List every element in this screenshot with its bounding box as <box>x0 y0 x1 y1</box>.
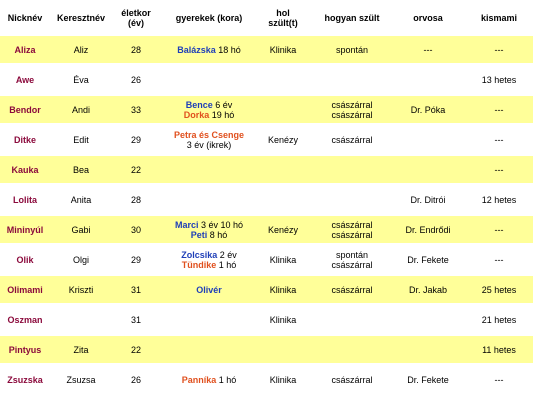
kid-entry <box>187 140 232 150</box>
table-row <box>0 126 533 153</box>
table-row <box>0 246 533 273</box>
kid-age: 1 hó <box>218 374 237 385</box>
birth-method: császárral <box>331 284 373 295</box>
cell-where <box>258 96 308 123</box>
table-row <box>0 366 533 393</box>
kid-age: 6 év <box>215 99 233 110</box>
birth-method: császárral <box>331 134 373 145</box>
cell-where: Klinika <box>269 44 297 55</box>
kid-name: Panníka <box>181 374 217 385</box>
cell-doctor: Dr. Ditrói <box>410 194 446 205</box>
table-row <box>0 156 533 183</box>
cell-first-name: Zita <box>73 344 89 355</box>
cell-where <box>258 186 308 213</box>
cell-nick: Kauka <box>11 164 39 175</box>
cell-where: Klinika <box>269 314 297 325</box>
cell-doctor: Dr. Fekete <box>407 374 449 385</box>
cell-kids <box>158 246 260 273</box>
header-age-line1: életkor <box>121 7 151 18</box>
table-row <box>0 336 533 363</box>
cell-how <box>312 66 392 93</box>
kid-name: Tündike <box>181 259 217 270</box>
cell-pregnant: 21 hetes <box>481 314 517 325</box>
cell-kids <box>158 216 260 243</box>
kid-entry <box>191 230 228 240</box>
cell-age: 31 <box>130 284 141 295</box>
cell-doctor <box>388 306 468 333</box>
kid-name: Bence <box>185 99 213 110</box>
table-header <box>0 0 533 35</box>
cell-where: Klinika <box>269 284 297 295</box>
cell-first-name: Kriszti <box>68 284 94 295</box>
kid-name: Dorka <box>183 109 210 120</box>
cell-pregnant: 25 hetes <box>481 284 517 295</box>
header-where-line1: hol <box>276 7 290 18</box>
cell-age: 31 <box>130 314 141 325</box>
kid-entry <box>181 250 237 260</box>
cell-where: Klinika <box>269 374 297 385</box>
cell-first-name: Andi <box>71 104 90 115</box>
kid-age: 18 hó <box>218 44 241 55</box>
kid-entry <box>174 130 244 140</box>
cell-age: 28 <box>130 44 141 55</box>
cell-nick: Oszman <box>7 314 43 325</box>
cell-how <box>312 366 392 393</box>
cell-age: 29 <box>130 134 141 145</box>
cell-first-name: Anita <box>70 194 92 205</box>
cell-where <box>258 156 308 183</box>
cell-kids <box>158 126 260 153</box>
cell-nick: Ditke <box>13 134 36 145</box>
header-doctor: orvosa <box>413 12 443 23</box>
kid-age: 3 év (ikrek) <box>186 139 232 150</box>
header-nick: Nicknév <box>7 12 43 23</box>
birth-method: császárral <box>331 374 373 385</box>
cell-nick: Mininyúl <box>6 224 44 235</box>
cell-how <box>312 216 392 243</box>
cell-how <box>312 186 392 213</box>
cell-first-name: Bea <box>72 164 89 175</box>
table-row <box>0 186 533 213</box>
kid-name: Olivér <box>196 284 222 295</box>
cell-doctor <box>388 126 468 153</box>
kid-entry <box>186 100 233 110</box>
header-where <box>258 0 308 35</box>
cell-kids <box>158 156 260 183</box>
cell-kids <box>158 66 260 93</box>
header-age-line2: (év) <box>127 17 144 28</box>
kid-age: 3 év 10 hó <box>200 219 244 230</box>
table-row <box>0 216 533 243</box>
cell-pregnant: 13 hetes <box>481 74 517 85</box>
table-row <box>0 66 533 93</box>
cell-how <box>312 306 392 333</box>
kid-entry <box>177 45 241 55</box>
kid-age: 2 év <box>219 249 237 260</box>
cell-pregnant: --- <box>494 374 504 385</box>
header-kids: gyerekek (kora) <box>175 12 243 23</box>
cell-kids <box>158 96 260 123</box>
birth-method: császárral <box>331 259 373 270</box>
birth-method: császárral <box>331 219 373 230</box>
cell-pregnant: --- <box>494 254 504 265</box>
cell-how <box>312 156 392 183</box>
cell-how <box>312 276 392 303</box>
cell-where: Kenézy <box>267 224 299 235</box>
kid-entry <box>182 260 237 270</box>
cell-doctor: --- <box>423 44 433 55</box>
cell-where: Klinika <box>269 254 297 265</box>
header-age <box>118 0 154 35</box>
table-row <box>0 36 533 63</box>
birth-method: spontán <box>335 249 369 260</box>
cell-age: 26 <box>130 74 141 85</box>
table-row <box>0 276 533 303</box>
kid-age: 19 hó <box>211 109 235 120</box>
table-row <box>0 96 533 123</box>
cell-doctor <box>388 156 468 183</box>
cell-pregnant: 12 hetes <box>481 194 517 205</box>
cell-pregnant: --- <box>494 104 504 115</box>
kid-name: Zolcsika <box>181 249 218 260</box>
cell-how <box>312 96 392 123</box>
cell-where: Kenézy <box>267 134 299 145</box>
cell-first-name: Edit <box>73 134 89 145</box>
cell-doctor: Dr. Jakab <box>408 284 448 295</box>
cell-first-name: Gabi <box>71 224 91 235</box>
cell-nick: Bendor <box>9 104 41 115</box>
cell-doctor <box>388 66 468 93</box>
cell-kids <box>158 306 260 333</box>
cell-where <box>258 66 308 93</box>
cell-pregnant: --- <box>494 164 504 175</box>
cell-first-name: Zsuzsa <box>66 374 96 385</box>
cell-pregnant: --- <box>494 224 504 235</box>
cell-age: 26 <box>130 374 141 385</box>
kid-entry <box>184 110 235 120</box>
birth-method: császárral <box>331 99 373 110</box>
cell-doctor: Dr. Endrődi <box>405 224 451 235</box>
header-pregnant: kismami <box>480 12 518 23</box>
kid-name: Balázska <box>177 44 216 55</box>
cell-kids <box>158 366 260 393</box>
cell-doctor <box>388 336 468 363</box>
cell-kids <box>158 186 260 213</box>
cell-age: 28 <box>130 194 141 205</box>
cell-age: 30 <box>130 224 141 235</box>
cell-doctor: Dr. Póka <box>410 104 446 115</box>
cell-kids <box>158 276 260 303</box>
cell-kids <box>158 336 260 363</box>
cell-where <box>258 336 308 363</box>
cell-first-name: Éva <box>73 74 89 85</box>
cell-nick: Olik <box>16 254 34 265</box>
cell-pregnant: 11 hetes <box>482 344 516 355</box>
cell-how <box>312 126 392 153</box>
kid-age: 1 hó <box>218 259 237 270</box>
kid-entry <box>182 375 237 385</box>
cell-first-name: Olgi <box>72 254 89 265</box>
kid-entry <box>196 285 222 295</box>
cell-nick: Zsuzska <box>7 374 43 385</box>
cell-age: 22 <box>130 344 141 355</box>
kid-name: Petra és Csenge <box>173 129 245 140</box>
header-where-line2: szült(t) <box>268 17 298 28</box>
header-first-name: Keresztnév <box>56 12 106 23</box>
cell-nick: Aliza <box>14 44 36 55</box>
cell-age: 33 <box>130 104 141 115</box>
birth-method: császárral <box>331 109 373 120</box>
cell-pregnant: --- <box>494 134 504 145</box>
birth-method: császárral <box>331 229 373 240</box>
cell-first-name <box>52 306 110 333</box>
cell-first-name: Aliz <box>73 44 89 55</box>
cell-doctor: Dr. Fekete <box>407 254 449 265</box>
cell-how <box>312 246 392 273</box>
cell-pregnant: --- <box>494 44 504 55</box>
kid-name: Marci <box>174 219 199 230</box>
cell-age: 29 <box>130 254 141 265</box>
kid-entry <box>175 220 243 230</box>
cell-nick: Awe <box>15 74 35 85</box>
cell-how <box>312 36 392 63</box>
table-row <box>0 306 533 333</box>
cell-nick: Olimami <box>7 284 43 295</box>
cell-kids <box>158 36 260 63</box>
cell-age: 22 <box>130 164 141 175</box>
cell-nick: Pintyus <box>8 344 42 355</box>
cell-how <box>312 336 392 363</box>
kid-name: Peti <box>190 229 208 240</box>
kid-age: 8 hó <box>209 229 228 240</box>
birth-method: spontán <box>335 44 369 55</box>
header-how: hogyan szült <box>324 12 380 23</box>
cell-nick: Lolita <box>13 194 37 205</box>
